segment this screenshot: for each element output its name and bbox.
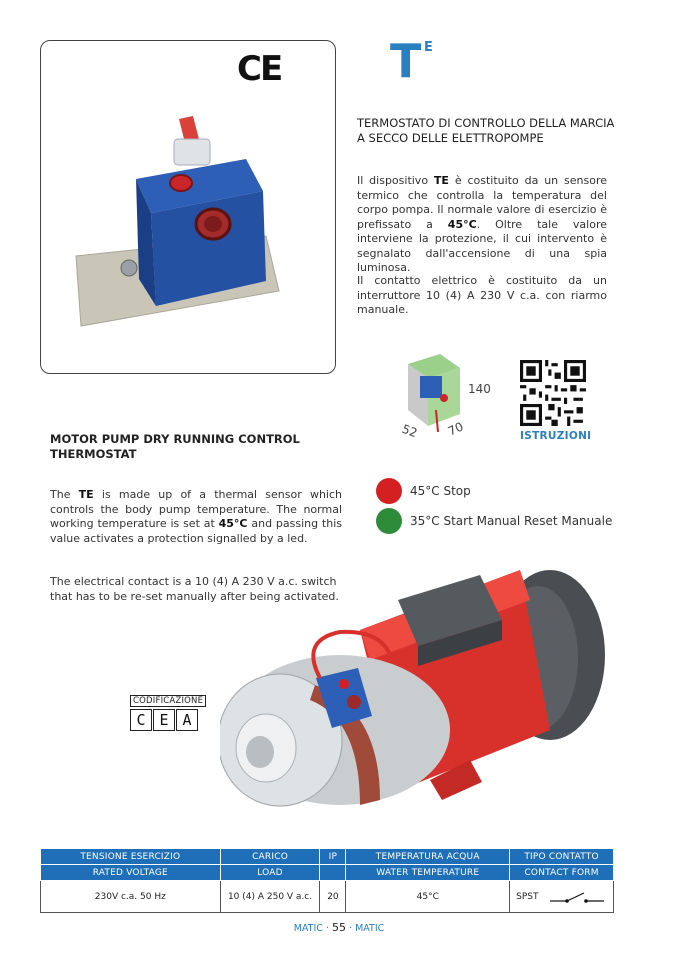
table-header-cell: CONTACT FORM (510, 865, 614, 881)
table-header-cell (320, 865, 346, 881)
table-header-cell: TEMPERATURA ACQUA (346, 849, 510, 865)
green-led-icon (376, 508, 402, 534)
spst-switch-icon (550, 889, 604, 905)
table-header-cell: TIPO CONTATTO (510, 849, 614, 865)
page-footer: MATIC · 55 · MATIC (293, 921, 385, 934)
legend-label: 45°C Stop (410, 484, 471, 498)
table-header-cell: RATED VOLTAGE (41, 865, 221, 881)
page-number: 55 (332, 921, 346, 934)
dimension-height: 140 (468, 382, 491, 396)
dimension-width: 70 (445, 419, 466, 439)
table-header-cell: WATER TEMPERATURE (346, 865, 510, 881)
table-cell-voltage: 230V c.a. 50 Hz (41, 881, 221, 913)
codification-letter: E (153, 709, 175, 731)
footer-brand-right: MATIC (355, 923, 385, 934)
dimensions-diagram (388, 350, 498, 440)
codification-title: CODIFICAZIONE (130, 695, 206, 707)
specification-table (40, 848, 614, 913)
table-row (41, 881, 614, 913)
table-header-row-english (41, 865, 614, 881)
qr-code-label: ISTRUZIONI (520, 430, 592, 442)
product-code-logo (390, 34, 433, 88)
codification-block (130, 688, 206, 731)
dimension-depth: 52 (400, 421, 420, 441)
table-header-row-italian (41, 849, 614, 865)
logo-main-letter: T (390, 34, 419, 88)
english-description: The TE is made up of a thermal sensor which controls the body pump temperature. The normal working temperature is set at 45°C and passing this value activates a protection signalled by a led. (50, 488, 342, 545)
footer-brand-left: MATIC (293, 923, 323, 934)
table-cell-contact-form (510, 881, 614, 913)
logo-superscript: E (424, 40, 433, 55)
electric-pump-image (220, 560, 620, 830)
legend-item-stop (376, 478, 471, 504)
table-header-cell: CARICO (220, 849, 320, 865)
table-header-cell: LOAD (220, 865, 320, 881)
red-led-icon (376, 478, 402, 504)
table-header-cell: TENSIONE ESERCIZIO (41, 849, 221, 865)
italian-description: Il dispositivo TE è costituito da un sensore termico che controlla la temperatura del corpo pompa. Il normale valore di esercizio è prefissato a 45°C. Oltre tale valore interviene la protezione, il cui intervento è segnalato dall'accensione di una spia luminosa. (357, 174, 607, 274)
table-cell-water-temp: 45°C (346, 881, 510, 913)
legend-item-start (376, 508, 612, 534)
codification-letter: C (130, 709, 152, 731)
ce-mark-logo: CE (237, 49, 282, 89)
italian-title: TERMOSTATO DI CONTROLLO DELLA MARCIA A SECCO DELLE ELETTROPOMPE (357, 116, 615, 145)
table-header-cell: IP (320, 849, 346, 865)
product-photo-frame (40, 40, 336, 374)
contact-form-label: SPST (516, 891, 539, 902)
table-cell-ip: 20 (320, 881, 346, 913)
codification-letter: A (176, 709, 198, 731)
qr-code-icon[interactable] (520, 360, 586, 426)
english-title: MOTOR PUMP DRY RUNNING CONTROL THERMOSTAT (50, 432, 300, 461)
english-contact-description: The electrical contact is a 10 (4) A 230 V a.c. switch that has to be re-set manually after being activated. (50, 575, 339, 603)
legend-label: 35°C Start Manual Reset Manuale (410, 514, 613, 528)
thermostat-device-image (41, 41, 336, 374)
italian-contact-description: Il contatto elettrico è costituito da un interruttore 10 (4) A 230 V c.a. con riarmo manuale. (357, 274, 607, 316)
table-cell-load: 10 (4) A 250 V a.c. (220, 881, 320, 913)
